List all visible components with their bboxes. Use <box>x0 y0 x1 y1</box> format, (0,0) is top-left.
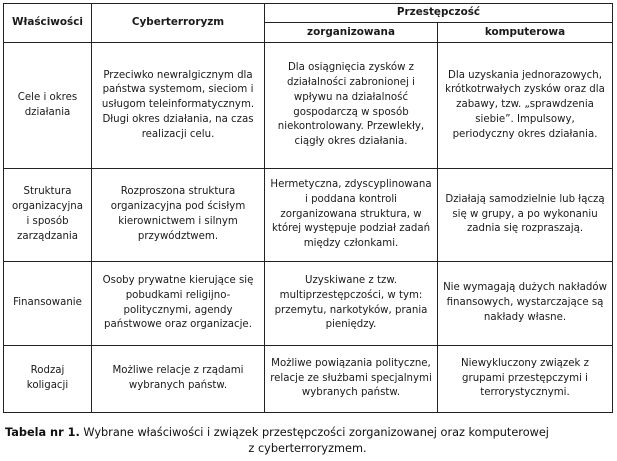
cell-organized: Możliwe powiązania polityczne, relacje ze służbami specjalnymi wybranych państw. <box>265 346 438 413</box>
header-organized: zorganizowana <box>265 23 438 43</box>
header-cyberterrorism: Cyberterroryzm <box>92 4 265 43</box>
table-row <box>4 262 613 346</box>
table-caption <box>5 425 610 457</box>
table-row <box>4 346 613 413</box>
header-crime: Przestępczość <box>265 4 613 23</box>
cell-computer: Działają samodzielnie lub łączą się w grupy, a po wykonaniu zadnia się rozpraszają. <box>438 169 613 262</box>
row-label: Rodzaj koligacji <box>4 346 92 413</box>
cell-computer: Dla uzyskania jednorazowych, krótkotrwałych zysków oraz dla zabawy, tzw. „sprawdzenia siebie”. Impulsowy, periodyczny okres działania. <box>438 43 613 169</box>
caption-label: Tabela nr 1. <box>5 426 80 439</box>
cell-computer: Niewykluczony związek z grupami przestępczymi i terrorystycznymi. <box>438 346 613 413</box>
header-computer: komputerowa <box>438 23 613 43</box>
caption-text-line1: Wybrane właściwości i związek przestępczości zorganizowanej oraz komputerowej <box>83 426 549 439</box>
row-label: Finansowanie <box>4 262 92 346</box>
header-row-1 <box>4 4 613 23</box>
caption-text-line2: z cyberterroryzmem. <box>248 441 367 455</box>
comparison-table-container <box>3 3 612 413</box>
cell-cyberterrorism: Rozproszona struktura organizacyjna pod ścisłym kierownictwem i silnym przywództwem. <box>92 169 265 262</box>
cell-cyberterrorism: Możliwe relacje z rządami wybranych państw. <box>92 346 265 413</box>
table-row <box>4 169 613 262</box>
row-label: Struktura organizacyjna i sposób zarządzania <box>4 169 92 262</box>
cell-organized: Dla osiągnięcia zysków z działalności zabronionej i wpływu na działalność gospodarczą w sposób niekontrolowany. Przewlekły, ciągły okres działania. <box>265 43 438 169</box>
header-properties: Właściwości <box>4 4 92 43</box>
comparison-table <box>3 3 613 413</box>
table-row <box>4 43 613 169</box>
cell-organized: Uzyskiwane z tzw. multiprzestępczości, w tym: przemytu, narkotyków, prania pieniędzy. <box>265 262 438 346</box>
cell-computer: Nie wymagają dużych nakładów finansowych, wystarczające są nakłady własne. <box>438 262 613 346</box>
cell-cyberterrorism: Osoby prywatne kierujące się pobudkami religijno-politycznymi, agendy państwowe oraz organizacje. <box>92 262 265 346</box>
row-label: Cele i okres działania <box>4 43 92 169</box>
cell-organized: Hermetyczna, zdyscyplinowana i poddana kontroli zorganizowana struktura, w której występuje podział zadań między członkami. <box>265 169 438 262</box>
cell-cyberterrorism: Przeciwko newralgicznym dla państwa systemom, sieciom i usługom teleinformatycznym. Długi okres działania, na czas realizacji celu. <box>92 43 265 169</box>
